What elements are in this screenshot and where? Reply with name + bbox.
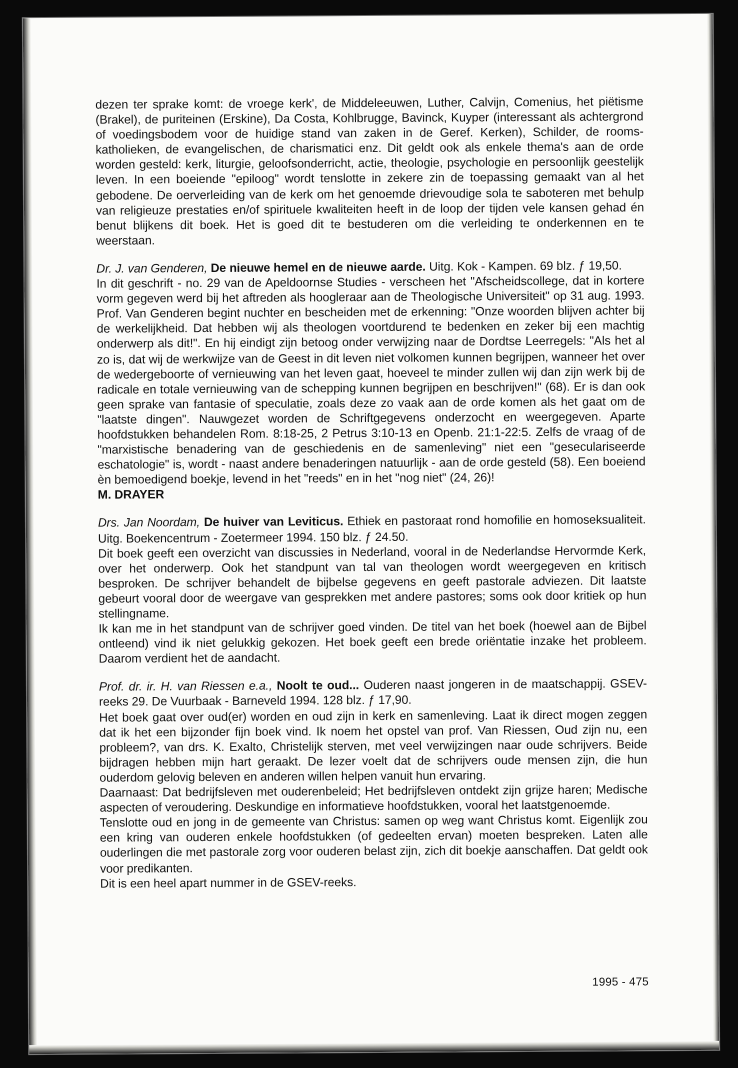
- page-edge-bottom: [29, 1041, 719, 1054]
- review-title: De huiver van Leviticus.: [203, 514, 344, 530]
- review-body: In dit geschrift - no. 29 van de Apeldoornse Studies - verscheen het "Afscheidscollege, dat in kortere vorm gegeven werd bij het aftreden als hoogleraar aan de Theologische Universiteit" op 31 aug. 1993. Prof. Van Genderen begint nuchter en bescheiden met de erkenning: "Onze woorden blijven achter bij de werkelijkheid. Dat hebben wij als theologen voortdurend te bedenken en zeker bij een machtig onderwerp als dit!". En hij eindigt zijn betoog onder verwijzing naar de Dordtse Leerregels: "Als het al zo is, dat wij de werkwijze van de Geest in dit leven niet volkomen kunnen begrijpen, wanneer het over de wedergeboorte of vernieuwing van het leven gaat, hoeveel te minder zullen wij dan zijn werk bij de radicale en totale vernieuwing van de schepping kunnen begrijpen en beschrijven!" (68). Er is dan ook geen sprake van fantasie of speculatie, zoals deze zo vaak aan de orde komen als het gaat om de "laatste dingen". Nauwgezet worden de Schriftgegevens onderzocht en weergegeven. Aparte hoofdstukken behandelen Rom. 8:18-25, 2 Petrus 3:10-13 en Openb. 21:1-22:5. Zelfs de vraag of de "marxistische benadering van de geschiedenis en de samenleving" niet een "geseculariseerde eschatologie" is, wordt - naast andere benaderingen natuurlijk - aan de orde gesteld (58). Een boeiend èn bemoedigend boekje, levend in het "reeds" en in het "nog niet" (24, 26)!: [96, 273, 646, 487]
- review-van-riessen: [99, 677, 648, 892]
- review-heading: [99, 677, 647, 711]
- page-content: [95, 94, 648, 891]
- review-van-genderen: [96, 258, 645, 503]
- review-imprint: Uitg. Kok - Kampen. 69 blz. ƒ 19,50.: [425, 258, 622, 274]
- page-edge-left: [23, 18, 37, 1054]
- review-heading: [98, 513, 646, 547]
- review-body: Dit boek geeft een overzicht van discussies in Nederland, vooral in de Nederlandse Hervormde Kerk, over het onderwerp. Ook het standpunt van tal van theologen wordt weergegeven en kritisch besproken. De schrijver behandelt de bijbelse gegevens en geeft pastorale adviezen. Dit laatste gebeurt vooral door de weergave van gesprekken met andere pastores; soms ook door kritiek op hun stellingname. Ik kan me in het standpunt van de schrijver goed vinden. De titel van het boek (hoewel aan de Bijbel ontleend) vind ik niet gelukkig gekozen. Het boek geeft een brede oriëntatie inzake het probleem. Daarom verdient het de aandacht.: [98, 542, 647, 666]
- review-signature: M. DRAYER: [97, 487, 165, 503]
- review-author: Prof. dr. ir. H. van Riessen e.a.,: [98, 678, 273, 695]
- review-author: Drs. Jan Noordam,: [97, 515, 201, 531]
- review-author: Dr. J. van Genderen,: [96, 260, 208, 276]
- review-body: Het boek gaat over oud(er) worden en oud zijn in kerk en samenleving. Laat ik direct mogen zeggen dat ik het een bijzonder fijn boek vind. Ik noem het opstel van prof. Van Riessen, Oud zijn nu, een probleem?, van drs. K. Exalto, Christelijk sterven, met veel verwijzingen naar oude schrijvers. Beide bijdragen hebben mijn hart geraakt. De lezer voelt dat de schrijvers oude mensen zijn, die hun ouderdom gelovig beleven en anderen willen helpen vanuit hun ervaring. Daarnaast: Dat bedrijfsleven met ouderenbeleid; Het bedrijfsleven ontdekt zijn grijze haren; Medische aspecten of veroudering. Deskundige en informatieve hoofdstukken, vooral het laatstgenoemde. Tenslotte oud en jong in de gemeente van Christus: samen op weg want Christus komt. Eigenlijk zou een kring van ouderen enkele hoofdstukken (of gedeelten ervan) moeten bespreken. Laten alle ouderlingen die met pastorale zorg voor ouderen belast zijn, zich dit boekje aanschaffen. Dat geldt ook voor predikanten. Dit is een heel apart nummer in de GSEV-reeks.: [99, 706, 648, 891]
- paragraph-text: dezen ter sprake komt: de vroege kerk', de Middeleeuwen, Luther, Calvijn, Comenius, het piëtisme (Brakel), de puriteinen (Erskine), Da Costa, Kohlbrugge, Bavinck, Kuyper (interessant als achtergrond of voedingsbodem voor de huidige stand van zaken in de Geref. Kerken), Schilder, de rooms-katholieken, de evangelischen, de charismatici enz. Dit geldt ook als enkele thema's aan de orde worden gesteld: kerk, liturgie, geloofsonderricht, actie, theologie, psychologie en persoonlijk geestelijk leven. In een boeiende "epiloog" wordt tenslotte in zekere zin de toepassing gemaakt van al het gebodene. De oerverleiding van de kerk om het genoemde drievoudige sola te saboteren met behulp van religieuze prestaties en/of spirituele kwaliteiten heeft in de loop der tijden vele kansen gehad én benut blijkens dit boek. Het is goed dit te bestuderen om die verleiding te onderkennen en te weerstaan.: [95, 94, 645, 248]
- review-imprint: Ethiek en pastoraat rond homofilie en homoseksualiteit. Uitg. Boekencentrum - Zoetermeer 1994. 150 blz. ƒ 24.50.: [97, 512, 646, 546]
- review-imprint: Ouderen naast jongeren in de maatschappij. GSEV-reeks 29. De Vuurbaak - Barneveld 1994. 128 blz. ƒ 17,90.: [98, 676, 647, 710]
- review-noordam: [98, 513, 647, 667]
- review-title: De nieuwe hemel en de nieuwe aarde.: [210, 259, 426, 275]
- review-title: Noolt te oud...: [276, 678, 360, 693]
- page-edge-right: [707, 14, 719, 1050]
- document-page: [23, 14, 719, 1054]
- continued-review-paragraph: [95, 94, 644, 248]
- page-folio: 1995 - 475: [592, 976, 649, 989]
